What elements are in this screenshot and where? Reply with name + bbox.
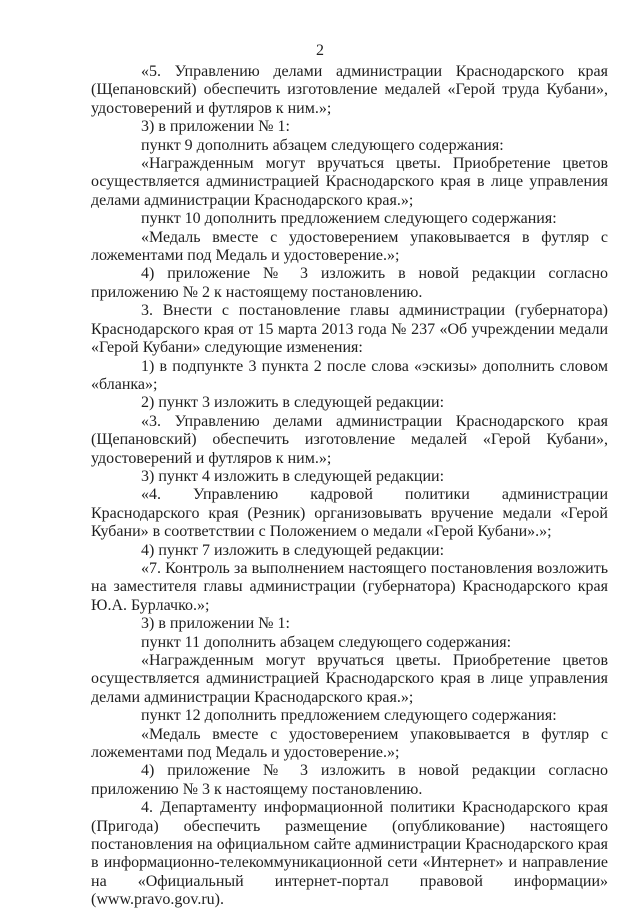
paragraph: «Награжденным могут вручаться цветы. Приобретение цветов осуществляется администрацией Краснодарского края в лице управления делами администрации Краснодарского края.»; <box>91 155 608 209</box>
paragraph: «Медаль вместе с удостоверением упаковывается в футляр с ложементами под Медаль и удостоверение.»; <box>91 228 608 265</box>
paragraph: «3. Управлению делами администрации Краснодарского края (Щепановский) обеспечить изготовление медалей «Герой Кубани», удостоверений и футляров к ним.»; <box>91 412 608 467</box>
paragraph: пункт 12 дополнить предложением следующего содержания: <box>141 707 557 725</box>
paragraph: «Медаль вместе с удостоверением упаковывается в футляр с ложементами под Медаль и удостоверение.»; <box>91 725 608 762</box>
document-body <box>91 63 608 910</box>
paragraph: 3) в приложении № 1: <box>141 615 290 633</box>
paragraph: 4) пункт 7 изложить в следующей редакции: <box>141 541 445 559</box>
paragraph: «7. Контроль за выполнением настоящего постановления возложить на заместителя главы администрации (губернатора) Краснодарского края Ю.А. Бурлачко.»; <box>91 559 608 614</box>
paragraph: 4) приложение № 3 изложить в новой редакции согласно приложению № 3 к настоящему постановлению. <box>91 762 608 798</box>
paragraph: «Награжденным могут вручаться цветы. Приобретение цветов осуществляется администрацией Краснодарского края в лице управления делами администрации Краснодарского края.»; <box>91 652 608 706</box>
paragraph: «5. Управлению делами администрации Краснодарского края (Щепановский) обеспечить изготовление медалей «Герой труда Кубани», удостоверений и футляров к ним.»; <box>91 63 608 117</box>
page-number: 2 <box>316 42 324 59</box>
paragraph: 4) приложение № 3 изложить в новой редакции согласно приложению № 2 к настоящему постановлению. <box>91 265 608 301</box>
paragraph: 3) в приложении № 1: <box>141 118 290 136</box>
paragraph: 4. Департаменту информационной политики Краснодарского края (Пригода) обеспечить размещение (опубликование) настоящего постановления на официальном сайте администрации Краснодарского края в информационно-телекоммуникационной сети «Интернет» и направление на «Официальный интернет-портал правовой информации» (www.pravo.gov.ru). <box>91 799 608 909</box>
paragraph: пункт 11 дополнить абзацем следующего содержания: <box>141 633 512 651</box>
paragraph: 3) пункт 4 изложить в следующей редакции: <box>141 467 445 485</box>
paragraph: 2) пункт 3 изложить в следующей редакции: <box>141 394 445 412</box>
paragraph: пункт 9 дополнить абзацем следующего содержания: <box>141 136 504 154</box>
paragraph: 3. Внести с постановление главы администрации (губернатора) Краснодарского края от 15 марта 2013 года № 237 «Об учреждении медали «Герой Кубани» следующие изменения: <box>91 302 608 357</box>
paragraph: 1) в подпункте 3 пункта 2 после слова «эскизы» дополнить словом «бланка»; <box>91 357 608 393</box>
paragraph: пункт 10 дополнить предложением следующего содержания: <box>141 210 557 228</box>
paragraph: «4. Управлению кадровой политики администрации Краснодарского края (Резник) организовывать вручение медали «Герой Кубани» в соответствии с Положением о медали «Герой Кубани».»; <box>91 486 608 541</box>
